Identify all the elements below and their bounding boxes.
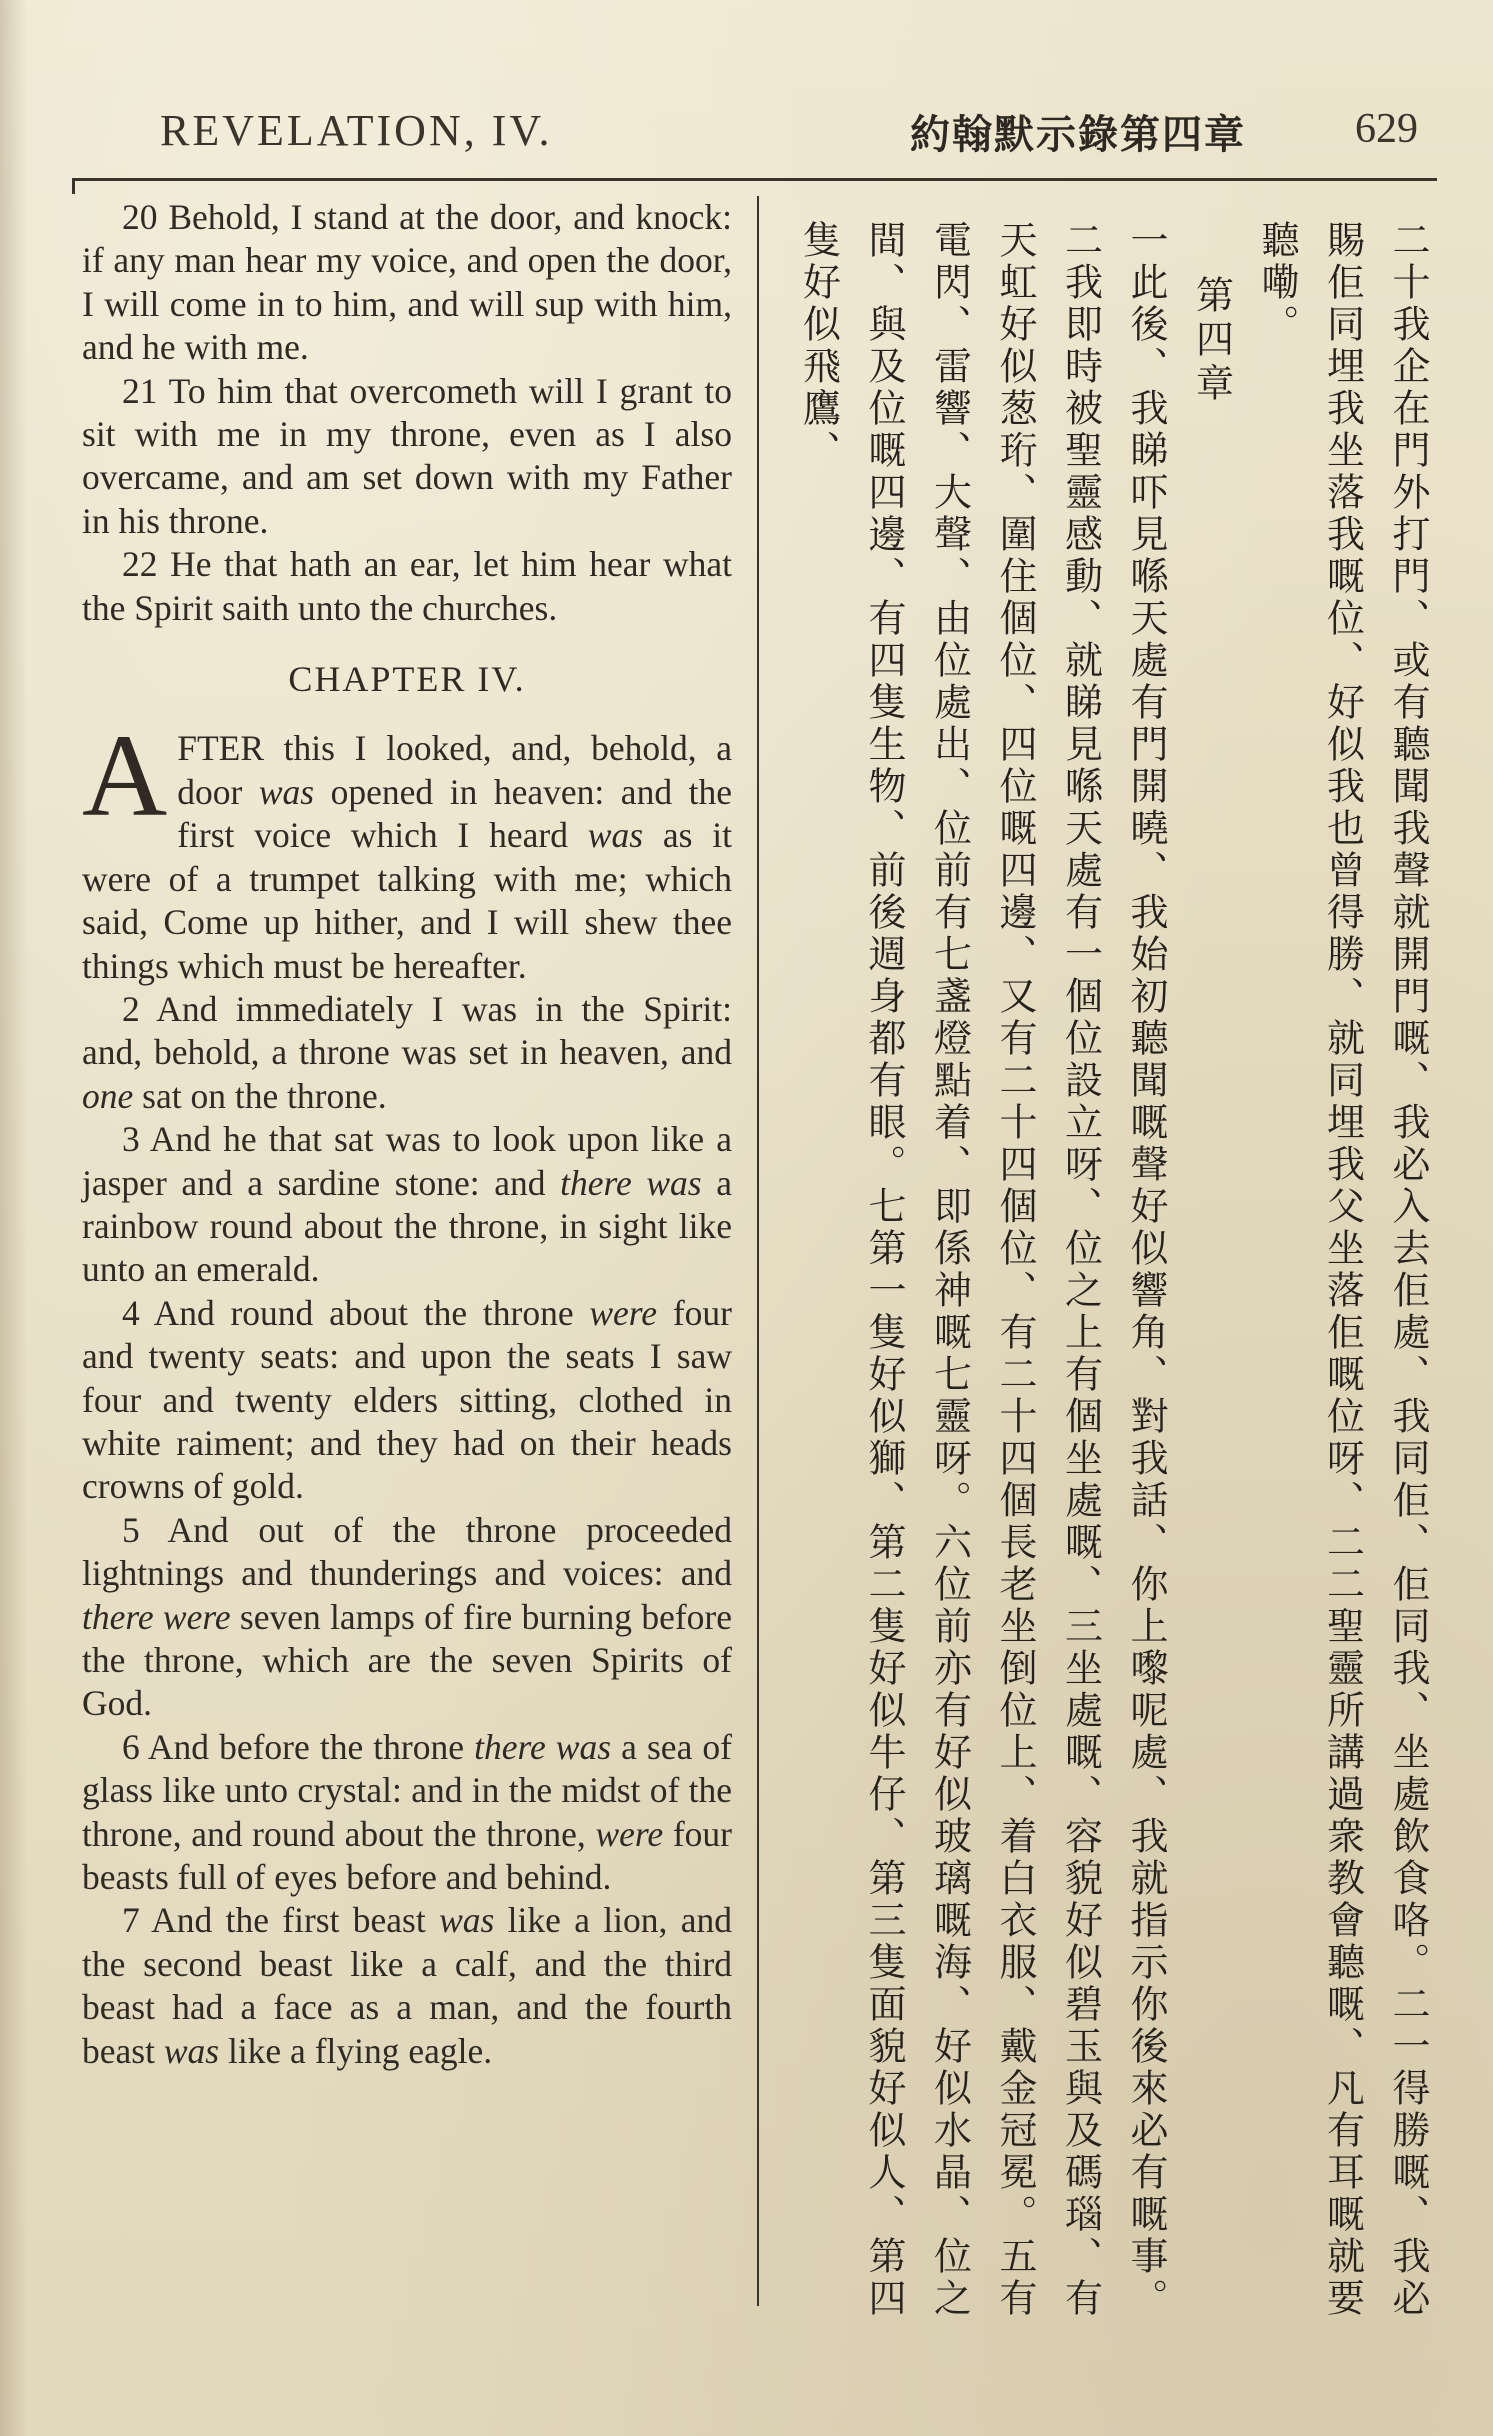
verse-4-7: 7 And the first beast was like a lion, and the second beast like a calf, and the third beast had a face as a man, and the fourth beast was like a flying eagle.	[82, 1900, 732, 2071]
verse-4-1: AFTER this I looked, and, behold, a door was opened in heaven: and the first voice which I heard was as it were of a trumpet talking with me; which said, Come up hither, and I will shew thee things which must be hereafter.	[82, 710, 732, 986]
verse-3-22: 22 He that hath an ear, let him hear what the Spirit saith unto the churches.	[82, 544, 732, 628]
verse-4-5: 5 And out of the throne proceeded lightnings and thunderings and voices: and there were seven lamps of fire burning before the throne, which are the seven Spirits of God.	[82, 1509, 732, 1724]
english-column	[82, 196, 732, 2073]
chinese-verses-3-20-22: 二十我企在門外打門、或有聽聞我聲就開門嘅、我必入去佢處、我同佢、佢同我、坐處飲食咯。二一得勝嘅、我必賜佢同埋我坐落我嘅位、好似我也曾得勝、就同埋我父坐落佢嘅位呀、二二聖靈所講過衆教會聽嘅、凡有耳嘅就要聽嘞。	[1255, 220, 1430, 2320]
header-rule-tick	[72, 178, 75, 194]
verse-3-21: 21 To him that overcometh will I grant to sit with me in my throne, even as I also overcame, and am set down with my Father in his throne.	[82, 370, 732, 541]
chinese-column	[785, 220, 1440, 2330]
chapter-heading: CHAPTER IV.	[288, 659, 526, 700]
column-divider	[757, 196, 759, 2306]
verse-4-3: 3 And he that sat was to look upon like a jasper and a sardine stone: and there was a rainbow round about the throne, in sight like unto an emerald.	[82, 1119, 732, 1290]
verse-4-6: 6 And before the throne there was a sea of glass like unto crystal: and in the midst of the throne, and round about the throne, were four beasts full of eyes before and behind.	[82, 1726, 732, 1898]
verse-4-2: 2 And immediately I was in the Spirit: and, behold, a throne was set in heaven, and one sat on the throne.	[82, 988, 732, 1116]
chinese-verses-4-1-7: 一此後、我睇吓見喺天處有門開曉、我始初聽聞嘅聲好似響角、對我話、你上嚟呢處、我就指示你後來必有嘅事。二我即時被聖靈感動、就睇見喺天處有一個位設立呀、位之上有個坐處嘅、三坐處嘅、容貌好似碧玉與及碼瑙、有天虹好似葱珩、圍住個位、四位嘅四邊、又有二十四個位、有二十四個長老坐倒位上、着白衣服、戴金冠冕。五有電閃、雷響、大聲、由位處出、位前有七盞燈點着、即係神嘅七靈呀。六位前亦有好似玻璃嘅海、好似水晶、位之間、與及位嘅四邊、有四隻生物、前後週身都有眼。七第一隻好似獅、第二隻好似牛仔、第三隻面貌好似人、第四隻好似飛鷹、	[796, 220, 1168, 2320]
header-rule	[72, 178, 1437, 181]
drop-cap: A	[82, 710, 168, 842]
page-number: 629	[1355, 106, 1418, 152]
chinese-chapter-heading: 第四章	[1189, 275, 1234, 407]
verse-4-4: 4 And round about the throne were four and twenty seats: and upon the seats I saw four and twenty elders sitting, clothed in white raiment; and they had on their heads crowns of gold.	[82, 1292, 732, 1507]
verse-3-20: 20 Behold, I stand at the door, and knock: if any man hear my voice, and open the door, I will come in to him, and will sup with him, and he with me.	[82, 197, 732, 368]
running-head-chinese: 約翰默示錄第四章	[910, 112, 1246, 158]
running-head-english: REVELATION, IV.	[160, 106, 553, 155]
